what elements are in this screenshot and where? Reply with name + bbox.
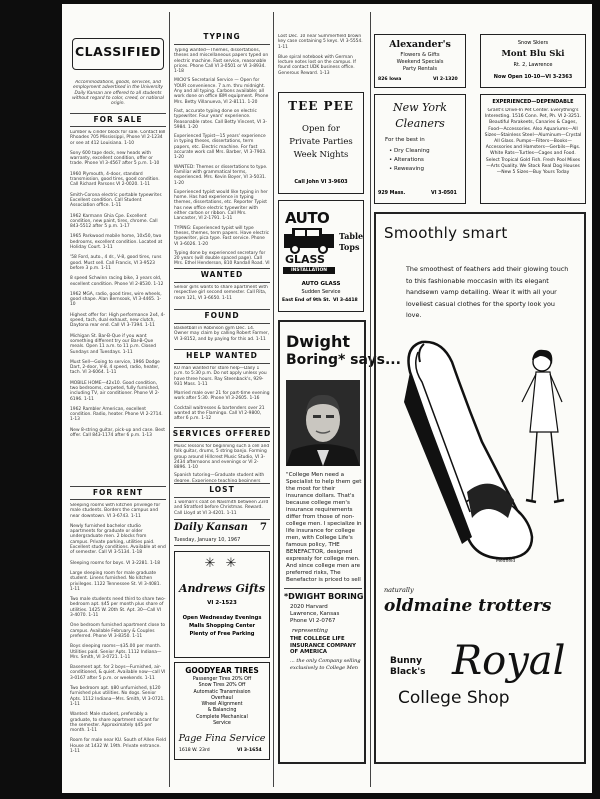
agent-city: Lawrence, Kansas: [290, 611, 340, 617]
andrews-details: [175, 614, 269, 638]
divider: [174, 483, 270, 484]
list-item: MOBILE HOME—42x10. Good condition, two bedrooms, carpeted, fully furnished, including TV, air conditioner. Phone VI 2-6196. 1-11: [70, 380, 160, 402]
wanted-list: [174, 285, 270, 307]
goodyear-name: GOODYEAR TIRES: [185, 666, 259, 675]
list-item: Blue spiral notebook with German lecture notes lost on the campus. If found contact UDK business office. Generous Reward. 1-13: [278, 54, 356, 76]
brand-name: oldmaine trotters: [384, 596, 552, 616]
issue-date: Tuesday, January 10, 1967: [174, 537, 241, 543]
list-item: Newly furnished bachelor studio apartments for graduate or older undergraduate men. 2 blocks from campus. Private parking, utilities paid. Excellent study conditions. Available at end of semester. Call VI 3-5134. 1-18: [70, 523, 166, 556]
service-item: • Alterations: [389, 157, 424, 163]
list-item: Experienced Typist—15 years' experience in typing theses, dissertations, term papers, etc. Electric machine. For fast accurate work call Mrs. Barber, VI 3-7903. 1-20: [174, 134, 267, 161]
divider: [174, 44, 270, 45]
company-tagline: ... the only Company selling exclusively to College Men: [290, 658, 361, 671]
cleaners-name-1: New York: [393, 101, 447, 114]
divider: [174, 545, 270, 546]
list-item: Highest offer for: High performance 2x4, 4-speed, tach, dual exhaust, new clutch, Daytona rear end. Call VI 3-7394. 1-11: [70, 312, 166, 329]
cleaners-address: 929 Mass.: [378, 191, 406, 196]
list-item: Smith-Corona electric portable typewriter. Excellent condition. Call Student Association office. 1-11: [70, 192, 163, 209]
ad-headline-2: Boring* says...: [286, 352, 401, 368]
agent-address: 2020 Harvard: [290, 604, 328, 610]
auto-glass-ad: [278, 200, 364, 312]
column-divider: [370, 12, 371, 787]
auto-glass-name: AUTO GLASS: [301, 281, 341, 287]
agent-portrait: [286, 380, 360, 466]
goodyear-ad: [174, 662, 270, 760]
alexanders-ad: [374, 34, 466, 88]
goodyear-phone: VI 3-1654: [237, 748, 262, 753]
auto-glass-phone: VI 3-4418: [333, 298, 358, 303]
goodyear-address: 1618 W. 23rd: [179, 748, 210, 753]
services-column: [172, 8, 272, 793]
divider: [174, 309, 270, 310]
divider: [174, 282, 270, 283]
table-tops-label: [339, 231, 363, 253]
alexanders-details: [375, 52, 465, 73]
auto-glass-logo: [283, 209, 335, 275]
pet-center-ad: [480, 94, 586, 204]
list-item: 1960 Plymouth, 4-door, standard transmission, good tires, good condition. Call Richard Parsons VI 2-0020. 1-11: [70, 171, 160, 188]
masthead-title: CLASSIFIED: [74, 44, 161, 59]
teepee-phone: Call John VI 3-9603: [294, 179, 348, 185]
service-item: • Dry Cleaning: [389, 148, 430, 154]
new-york-cleaners-ad: [374, 94, 466, 204]
ad-body: "College Men need a Specialist to help them get the most for their insurance dollars. That's because college men's insurance requirements differ from those of non-college men. I specialize in life insurance for college men, with College Life's famous policy, THE BENEFACTOR, designed expressly for college men. And since college men are preferred risks, The Benefactor is priced to sell: [286, 472, 362, 583]
divider: [174, 497, 270, 498]
for-rent-list: [70, 503, 166, 791]
store-name-bottom: College Shop: [398, 688, 510, 708]
divider: [70, 126, 166, 127]
ad-headline-1: Dwight: [286, 332, 351, 351]
list-item: Room for male near KU. South of Allen Field House at 1432 W. 19th. Private entrance. 1-11: [70, 738, 166, 754]
list-item: Basement apt. for 2 boys—Furnished, air-conditioned, & quiet. Available now—call VI 3-0167 after 5 p.m. or weekends. 1-11: [70, 665, 166, 681]
mont-blu-hours: Now Open 10-10—VI 3-2363: [493, 74, 573, 80]
store-line: Black's: [390, 667, 426, 677]
side-line: Tops: [339, 242, 360, 252]
list-item: New 8-string guitar, pick-up and case. Best offer. Call 843-1174 after 6 p.m. 1-13: [70, 427, 165, 439]
column-divider: [273, 12, 274, 787]
store-script-name: Royal: [452, 638, 566, 684]
list-item: Michigan St. Bar-B-Que if you want something different try our Bar-B-Que meals. Open 11 a.m. to 11 p.m. Closed Sundays and Tuesdays. 1-11: [70, 333, 157, 355]
andrews-phone: VI 2-1523: [207, 600, 237, 606]
goodyear-line: & Balancing: [207, 708, 237, 714]
cleaners-services: [389, 147, 430, 174]
lost-header: LOST: [209, 485, 235, 494]
alexanders-line: Party Rentals: [402, 66, 438, 72]
divider: [284, 588, 362, 589]
list-item: WANTED: Themes or dissertations to type. Familiar with grammatical terms, experienced. Mrs. Kevin Boyer, VI 3-5031. 1-20: [174, 164, 268, 186]
wanted-header: WANTED: [200, 270, 244, 279]
list-item: 1965 Parkwood mobile home, 10x50, two bedrooms, excellent condition. Located at Holiday Court. 1-11: [70, 234, 163, 251]
company-line: THE COLLEGE LIFE: [290, 636, 345, 642]
teepee-ad: [278, 92, 364, 194]
mont-blu-address: Rt. 2, Lawrence: [513, 62, 553, 68]
right-ads-area: [372, 8, 590, 793]
page-number: 7: [260, 522, 267, 533]
andrews-gifts-ad: [174, 551, 270, 658]
goodyear-line: Passenger Tires 20% Off: [192, 677, 252, 682]
insurance-company: [290, 636, 364, 656]
alexanders-phone: VI 2-1320: [433, 77, 458, 82]
list-item: Large sleeping room for male graduate student. Linens furnished. No kitchen privileges. 1122 Tennessee St. VI 3-4081. 1-11: [70, 570, 161, 592]
service-item: • Reweaving: [389, 166, 424, 172]
list-item: 1962 Rambler American, excellent condition. Radio, heater. Phone VI 2-2714. 1-13: [70, 406, 163, 423]
list-item: Sony 600 tape deck, new heads with warranty, excellent condition, offer or trade. Phone VI 3-4567 after 5 p.m. 1-10: [70, 150, 160, 167]
list-item: 1962 MGA, radio, good tires, wire wheels, good shape. Alan Bernsook, VI 3-4465. 1-10: [70, 291, 162, 308]
goodyear-line: Service: [213, 721, 231, 727]
ad-headline: Smoothly smart: [384, 224, 508, 242]
for-rent-header: FOR RENT: [92, 488, 144, 497]
help-wanted-list: [174, 366, 270, 426]
pet-center-body: Grant's Drive-In Pet Center. Everything's Interesting. 1516 Conn. Pet, Ph. VI 2-3251. Beautiful Parakeets, Canaries & Cages, Food—Accessories. Also Aquariums—All Sizes—Stainless Steel—Aluminum—Crystal All Glass. Pumps—Filters—Books—Accessories and Hamsters—Gerbils—Pigs. White Rats—Turtles—Cages and Food. Select Tropical Gold Fish. Fresh Pool Mixes—Arts Quality. We Stock Real Dog Houses—New 5 Sizes—Buy Yours Today: [484, 108, 582, 176]
list-item: Sleeping rooms with kitchen privilege for male students. Borders the campus and near downtown. VI 3-6743. 1-11: [70, 503, 161, 519]
cleaners-intro: For the best in: [385, 137, 425, 143]
divider: [174, 363, 270, 364]
goodyear-line: Overhaul: [211, 695, 233, 701]
list-item: MICKI'S Secretarial Service — Open for YOUR convenience. 7 a.m. thru midnight. Any and all typing. Carbons available; all work done on office IBM equipment. Phone Mrs. Betty Villanueva, VI 2-8111. 1-20: [174, 78, 269, 105]
agent-phone: Phone VI 2-0767: [290, 618, 336, 624]
list-item: Typing done by experienced secretary for 20 years (will double spaced page). Call Mrs. Ethel Henderson, 810 Randall Road. VI: [174, 250, 270, 266]
star-ornament: ✳ ✳: [204, 556, 240, 571]
for-sale-header: FOR SALE: [93, 115, 143, 124]
andrews-line: Plenty of Free Parking: [189, 631, 255, 637]
divider: [70, 499, 166, 500]
shoe-caption: Medfield: [496, 559, 516, 564]
logo-word-auto: AUTO: [285, 209, 330, 227]
services-header: SERVICES OFFERED: [172, 429, 272, 438]
teepee-line: Private Parties: [289, 137, 353, 147]
typing-list: [174, 48, 270, 266]
ad-body: The smoothest of feathers add their glowing touch to this fashionable moccasin with its elegant handsewn vamp detailing. Wear it with all your loveliest casual clothes for the sporty look you love.: [406, 265, 569, 319]
list-item: Lumber & cinder block for sale. Contact Bill Rhoades 705 Mississippi, Phone VI 2-1234 or see at 412 Louisiana. 1-10: [70, 130, 166, 146]
goodyear-line: Automatic Transmission: [193, 689, 251, 695]
agent-name: *DWIGHT BORING: [284, 592, 364, 601]
help-wanted-header: HELP WANTED: [186, 351, 258, 360]
store-line: Bunny: [390, 656, 422, 666]
list-item: Spanish tutoring—Graduate student with degree. Experience teaching beginners: [174, 473, 265, 482]
classified-intro: Accommodations, goods, services, and employment advertised in the University Daily Kansan are offered to all students without regard to color, creed, or national origin.: [72, 80, 164, 107]
auto-glass-address: East End of 9th St.: [282, 298, 331, 303]
classified-column: [68, 8, 168, 793]
alexanders-address: 826 Iowa: [378, 77, 402, 82]
mont-blu-tagline: Snow Skiers: [517, 40, 549, 46]
typing-header: TYPING: [203, 32, 241, 41]
goodyear-details: [175, 677, 269, 727]
column-divider: [169, 12, 170, 787]
list-item: One bedroom furnished apartment close to campus. Available February & Couples preferred. Phone VI 3-8350. 1-11: [70, 623, 166, 639]
list-item: Lost Dec. 10 near Summerfield brown key case containing 5 keys. VI 3-5554. 1-11: [278, 34, 363, 50]
divider: [174, 519, 270, 520]
company-line: OF AMERICA: [290, 649, 327, 655]
divider: [70, 113, 166, 114]
list-item: Typing wanted—Themes, dissertations, theses and miscellaneous papers typed on electric machine. Fast service, reasonable prices. Phone Call VI 3-0501 or VI 3-8934. 1-18: [174, 48, 269, 75]
list-item: Wanted: Male student, preferably a graduate, to share apartment vacant for the semester. Approximately $45 per month. 1-11: [70, 712, 160, 734]
list-item: Senior girls wants to share apartment with respective girl second semester. Call Rita, room 121, VI 3-6650. 1-11: [174, 285, 268, 301]
list-item: Music lessons for beginning such a cell and folk guitar, drums, 5 string banjo. Forming group around Hillcrest Music Studio, VI 3-2434 afternoons and evenings or VI 2-8896. 1-10: [174, 444, 270, 471]
list-item: Cocktail waitresses & bartenders over 21 wanted at the Flamingo. Call VI 2-9800, after 6 p.m. 1-12: [174, 405, 265, 422]
teepee-line: Open for: [302, 124, 340, 134]
newspaper-page: [62, 4, 592, 793]
alexanders-line: Weekend Specials: [396, 59, 444, 65]
mont-blu-name: Mont Blu Ski: [501, 49, 565, 59]
andrews-line: Malls Shopping Center: [188, 623, 256, 629]
divider: [174, 427, 270, 428]
teepee-line: Week Nights: [293, 150, 349, 160]
goodyear-footer-name: Page Fina Service: [178, 733, 266, 744]
list-item: KU man wanted for store help—Daily 1 p.m. to 5:30 p.m. Do not apply unless you have three hours. Ray Steenback's, 929-931 Mass. 1-11: [174, 366, 267, 387]
found-header: FOUND: [204, 311, 240, 320]
goodyear-line: Complete Mechanical: [196, 714, 248, 720]
cleaners-name-2: Cleaners: [395, 117, 445, 130]
paper-name: Daily Kansan: [174, 522, 248, 533]
list-item: Married male over 21 for part-time evening work after 5:30. Phone VI 3-2605. 1-16: [174, 391, 270, 402]
pet-center-title: EXPERIENCED—DEPENDABLE: [492, 99, 574, 105]
list-item: Boys sleeping rooms—$35.00 per month. Utilities paid. Senior Apts. 1112 Indiana—Mrs. Smith, VI 3-0721. 1-11: [70, 644, 162, 660]
list-item: 1962 Karmann Ghia Cpe. Excellent condition, new paint, tires, chrome. Call 843-5512 after 5 p.m. 1-17: [70, 213, 158, 230]
naturally-label: naturally: [384, 586, 414, 594]
service-label: Reweaving: [394, 166, 424, 172]
services-list: [174, 444, 270, 482]
oldmaine-trotters-ad: [374, 212, 586, 764]
cleaners-phone: VI 3-0501: [431, 191, 457, 196]
store-name-top: [390, 656, 425, 678]
alexanders-line: Flowers & Gifts: [400, 52, 440, 58]
divider: [174, 441, 270, 442]
representing-label: representing: [292, 628, 328, 634]
list-item: Two male students need third to share two-bedroom apt. $45 per month plus share of utilities. 1425 W. 20th St. Apt. 30—Call VI 3-4070. 1-11: [70, 597, 166, 619]
agent-contact: [290, 604, 364, 625]
andrews-line: Open Wednesday Evenings: [182, 615, 262, 621]
side-line: Table: [339, 231, 364, 241]
installation-badge: INSTALLATION: [283, 267, 335, 274]
mont-blu-ad: [480, 34, 586, 88]
list-item: Fast, accurate typing done on electric typewriter. Four years' experience. Reasonable rates. Call Betty Vincent, VI 3-5984. 1-20: [174, 108, 267, 130]
lost-list: [174, 500, 270, 516]
divider: [174, 323, 270, 324]
for-sale-list: [70, 130, 166, 482]
lost-continued: [278, 34, 364, 88]
found-list: [174, 326, 270, 348]
andrews-name: Andrews Gifts: [178, 582, 266, 595]
goodyear-line: Wheel Alignment: [201, 702, 243, 708]
list-item: TYPING: Experienced typist will type theses, themes, term papers. Have electric typewriter, pica type. Fast service. Phone VI 3-6026. 1-20: [174, 225, 270, 247]
classified-masthead: [72, 38, 164, 70]
list-item: Basketball in Robinson gym Dec. 14. Owner may claim by calling Robert Farmer, VI 3-8152, and by paying for this ad. 1-11: [174, 326, 270, 342]
service-label: Dry Cleaning: [394, 148, 430, 154]
divider: [70, 486, 166, 487]
list-item: '58 Ford, auto., 4 dr., V-8, good tires, runs good. Must sell. Call Francis, VI 3-9523 before 3 p.m. 1-11: [70, 255, 162, 271]
alexanders-name: Alexander's: [389, 39, 451, 50]
list-item: Must Sell—Going to service, 1966 Dodge Dart, 2-door, V-8, 4 speed, radio, heater, tach. VI 3-6064. 1-11: [70, 359, 160, 376]
teepee-details: [279, 123, 363, 162]
goodyear-line: Snow Tires 20% Off: [198, 683, 246, 689]
divider: [174, 349, 270, 350]
car-icon: [283, 226, 335, 254]
divider: [174, 268, 270, 269]
list-item: Two bedroom apt. $80 unfurnished, $120 furnished plus utilities. No dogs. Senior Apts. 1112 Indiana—Mrs. Smith, VI 3-0721. 1-11: [70, 686, 165, 707]
auto-glass-service: Sudden Service: [301, 289, 341, 295]
list-item: 8 speed Schwinn racing bike, 3 years old, excellent condition. Phone VI 2-8530. 1-12: [70, 276, 164, 287]
shoe-and-model-illustration: [382, 322, 582, 572]
company-line: INSURANCE COMPANY: [290, 642, 356, 649]
list-item: Experienced typist would like typing in her home. Has had experience in typing themes, dissertations, etc. Reporter Typist has new office electric typewriter with either carbon or ribbon. Call Mrs. Lancaster, VI 2-1791. 1-11: [174, 189, 268, 222]
teepee-name: TEE PEE: [288, 99, 354, 113]
logo-word-glass: GLASS: [285, 253, 325, 266]
list-item: 1 woman's coat on Naismith between 23rd and Stratford before Christmas. Reward. Call Lloyd at VI 3-4201. 1-11: [174, 500, 269, 516]
list-item: Sleeping rooms for boys. VI 3-2281. 1-18: [70, 560, 161, 566]
service-label: Alterations: [394, 157, 424, 163]
